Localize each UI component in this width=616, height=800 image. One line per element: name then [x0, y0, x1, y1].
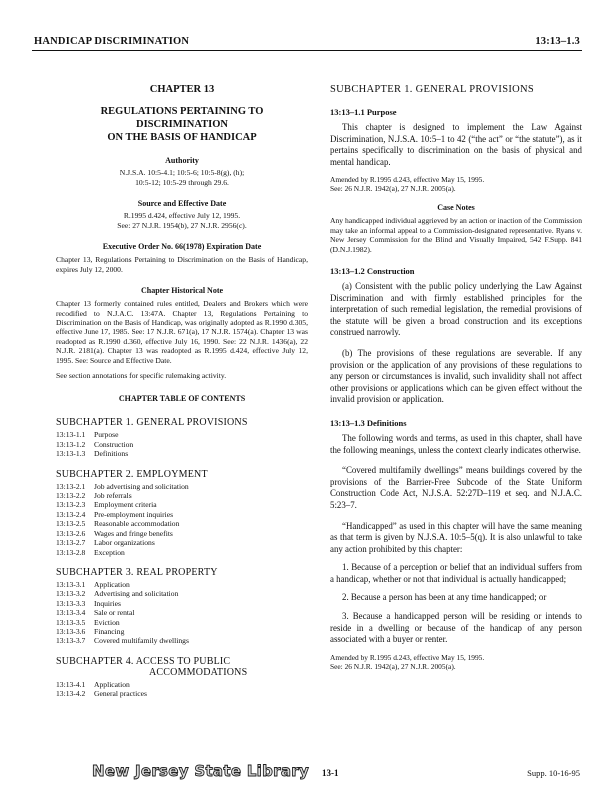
authority-text	[56, 168, 308, 187]
toc-entry-label: Advertising and solicitation	[94, 589, 179, 599]
chapter-title-line1: REGULATIONS PERTAINING TO DISCRIMINATION	[100, 106, 264, 130]
toc-entry-label: Wages and fringe benefits	[94, 528, 173, 538]
toc-entry	[56, 482, 308, 491]
authority-line1: N.J.S.A. 10:5-4.1; 10:5-6; 10:5-8(g), (h);	[119, 168, 245, 177]
toc-entry-label: Construction	[94, 439, 134, 449]
amendment-line1: Amended by R.1995 d.243, effective May 15, 1995.	[330, 175, 485, 185]
toc-entry	[56, 599, 308, 608]
toc-entry-number: 13:13-1.1	[56, 430, 86, 440]
toc-entry	[56, 680, 308, 689]
historical-note-heading: Chapter Historical Note	[140, 286, 224, 296]
toc-entry	[56, 510, 308, 519]
chapter-number: CHAPTER 13	[149, 84, 215, 95]
chapter-title-line2: ON THE BASIS OF HANDICAP	[107, 132, 257, 143]
authority-heading: Authority	[165, 156, 199, 165]
definition-item-2: 2. Because a person has been at any time handicapped; or	[342, 592, 547, 603]
definition-item-3: 3. Because a handicapped person will be residing or intends to reside in a dwelling or because of the handicap of any person associated with a buyer or renter.	[330, 611, 582, 645]
section-1-3-heading: 13:13–1.3 Definitions	[330, 417, 407, 428]
definition-covered-multifamily: “Covered multifamily dwellings” means buildings covered by the provisions of the Barrier-Free Subcode of the State Uniform Construction Code Act, N.J.S.A. 52:27D–119 et seq. and N.J.A.C. 5:23–7.	[330, 465, 582, 510]
section-1-1-amendment	[330, 175, 582, 193]
toc-subchapter-1: SUBCHAPTER 1. GENERAL PROVISIONS	[56, 417, 248, 429]
toc-entry-number: 13:13-2.7	[56, 538, 86, 548]
toc-subchapter-4-line1: SUBCHAPTER 4. ACCESS TO PUBLIC	[56, 655, 231, 667]
authority-line2: 10:5-12; 10:5-29 through 29.6.	[135, 177, 229, 187]
toc-entry-label: Application	[94, 579, 130, 589]
toc-entry-label: Exception	[94, 547, 125, 557]
section-1-3-intro: The following words and terms, as used in this chapter, shall have the following meanings, unless the context clearly indicates otherwise.	[330, 432, 582, 455]
toc-entry-label: Definitions	[94, 449, 129, 459]
section-1-2-paragraph-b: (b) The provisions of these regulations are severable. If any provision or the application of any provisions of these regulations to any person or circumstances is invalid, such invalidity shall not affect other provisions or applications which can be given effect without the invalid provision or application.	[330, 347, 582, 405]
definition-handicapped: “Handicapped” as used in this chapter will have the same meaning as that term is given by N.J.S.A. 10:5–5(q). It is also unlawful to take any action prohibited by this chapter:	[330, 520, 582, 554]
toc-entry-number: 13:13-3.5	[56, 617, 86, 627]
toc-entry-label: Sale or rental	[94, 608, 135, 618]
toc-subchapter-2: SUBCHAPTER 2. EMPLOYMENT	[56, 468, 208, 480]
toc-entry-label: Financing	[94, 626, 125, 636]
toc-entry-label: Eviction	[94, 617, 120, 627]
page-footer	[92, 762, 582, 786]
page-number: 13-1	[322, 768, 339, 778]
section-1-2-heading: 13:13–1.2 Construction	[330, 266, 415, 276]
section-1-1-heading: 13:13–1.1 Purpose	[330, 107, 397, 117]
source-line2: See: 27 N.J.R. 1954(b), 27 N.J.R. 2956(c).	[117, 220, 247, 230]
case-notes-text: Any handicapped individual aggrieved by an action or inaction of the Commission may take an informal appeal to a Commission-designated representative. Ryans v. New Jersey Commission for the Blind and Visually Impaired, 542 F.Supp. 841 (D.N.J.1982).	[330, 216, 582, 254]
toc-entry	[56, 589, 308, 598]
toc-entry-number: 13:13-3.4	[56, 608, 86, 618]
toc-entry-number: 13:13-3.2	[56, 589, 86, 599]
toc-entry	[56, 500, 308, 509]
toc-entry	[56, 430, 308, 439]
toc-entry-number: 13:13-2.8	[56, 547, 86, 557]
definition-item-1: 1. Because of a perception or belief that an individual suffers from a handicap, whether or not that individual is actually handicapped;	[330, 562, 582, 584]
toc-entry-label: Pre-employment inquiries	[94, 509, 174, 519]
toc-entry-number: 13:13-3.7	[56, 636, 86, 646]
toc-entry-label: Purpose	[94, 430, 119, 440]
amendment-line2: See: 26 N.J.R. 1942(a), 27 N.J.R. 2005(a).	[330, 184, 456, 194]
supplement-date: Supp. 10-16-95	[527, 768, 580, 778]
exec-order-text: Chapter 13, Regulations Pertaining to Discrimination on the Basis of Handicap, expires July 12, 2000.	[56, 255, 308, 274]
toc-entry-number: 13:13-4.2	[56, 689, 86, 699]
toc-entry-number: 13:13-2.2	[56, 491, 86, 501]
toc-list-4	[56, 680, 308, 699]
amendment-line2: See: 26 N.J.R. 1942(a), 27 N.J.R. 2005(a).	[330, 661, 456, 671]
toc-entry-number: 13:13-2.6	[56, 528, 86, 538]
toc-entry	[56, 491, 308, 500]
exec-order-heading: Executive Order No. 66(1978) Expiration Date	[102, 242, 262, 252]
header-section: 13:13–1.3	[535, 36, 580, 47]
toc-entry-label: Covered multifamily dwellings	[94, 636, 189, 646]
toc-entry-number: 13:13-1.3	[56, 449, 86, 459]
toc-entry	[56, 627, 308, 636]
source-line1: R.1995 d.424, effective July 12, 1995.	[123, 211, 241, 221]
running-header	[32, 36, 582, 51]
toc-list-1	[56, 430, 308, 458]
header-title: HANDICAP DISCRIMINATION	[34, 36, 190, 47]
toc-entry-number: 13:13-2.1	[56, 481, 86, 491]
toc-entry-label: Inquiries	[94, 598, 121, 608]
toc-entry-number: 13:13-4.1	[56, 679, 86, 689]
toc-entry-number: 13:13-3.1	[56, 579, 86, 589]
toc-heading: CHAPTER TABLE OF CONTENTS	[118, 394, 246, 404]
source-text	[56, 211, 308, 230]
toc-subchapter-4-line2: ACCOMMODATIONS	[149, 666, 248, 678]
toc-entry	[56, 538, 308, 547]
toc-entry	[56, 449, 308, 458]
section-1-1-text: This chapter is designed to implement the Law Against Discrimination, N.J.S.A. 10:5–1 to 42 (“the act” or “the statute”), as it pertains specifically to discrimination on the basis of physical and mental handicap.	[330, 122, 582, 167]
toc-entry-label: Employment criteria	[94, 500, 157, 510]
toc-entry-label: Job referrals	[94, 491, 132, 501]
amendment-line1: Amended by R.1995 d.243, effective May 15, 1995.	[330, 652, 485, 662]
toc-entry	[56, 608, 308, 617]
historical-note-text: Chapter 13 formerly contained rules entitled, Dealers and Brokers which were recodified to N.J.A.C. 13:47A. Chapter 13, Regulations Pertaining to Discrimination on the Basis of Handicap, was originally adopted as R.1990 d.305, effective June 17, 1985. See: 17 N.J.R. 671(a), 17 N.J.R. 1574(a). Chapter 13 was readopted as R.1990 d.360, effective July 16, 1990. See: 22 N.J.R. 1436(a), 22 N.J.R. 2181(a). Chapter 13 was readopted as R.1995 d.424, effective July 12, 1995. See: Source and Effective Date.	[56, 299, 308, 365]
toc-entry-number: 13:13-1.2	[56, 439, 86, 449]
toc-entry-number: 13:13-2.5	[56, 519, 86, 529]
toc-entry	[56, 580, 308, 589]
toc-entry-label: Labor organizations	[94, 538, 155, 548]
toc-entry-label: Reasonable accommodation	[94, 519, 180, 529]
toc-entry-label: General practices	[94, 689, 147, 699]
toc-list-2	[56, 482, 308, 557]
chapter-title	[56, 105, 308, 144]
toc-entry	[56, 519, 308, 528]
toc-entry-number: 13:13-3.6	[56, 626, 86, 636]
toc-entry-label: Job advertising and solicitation	[94, 481, 189, 491]
subchapter-title: SUBCHAPTER 1. GENERAL PROVISIONS	[330, 84, 535, 95]
left-column	[56, 60, 308, 699]
library-watermark: New Jersey State Library	[92, 762, 310, 780]
toc-entry-number: 13:13-3.3	[56, 598, 86, 608]
toc-entry-label: Application	[94, 679, 130, 689]
toc-entry	[56, 636, 308, 645]
section-1-3-amendment	[330, 653, 582, 671]
section-1-2-paragraph-a: (a) Consistent with the public policy underlying the Law Against Discrimination and with firmly established principles for the interpretation of such remedial legislation, the remedial provisions of the statute will be given a broad construction and its exceptions construed narrowly.	[330, 281, 582, 338]
toc-entry	[56, 618, 308, 627]
right-column	[330, 60, 582, 671]
toc-subchapter-4	[56, 656, 308, 678]
toc-entry	[56, 440, 308, 449]
toc-entry-number: 13:13-2.4	[56, 509, 86, 519]
toc-entry	[56, 689, 308, 698]
toc-entry	[56, 548, 308, 557]
toc-subchapter-3: SUBCHAPTER 3. REAL PROPERTY	[56, 566, 218, 578]
case-notes-heading: Case Notes	[437, 203, 475, 213]
toc-list-3	[56, 580, 308, 646]
toc-entry-number: 13:13-2.3	[56, 500, 86, 510]
see-annotations-text: See section annotations for specific rulemaking activity.	[56, 371, 227, 381]
toc-entry	[56, 529, 308, 538]
source-heading: Source and Effective Date	[137, 199, 227, 209]
